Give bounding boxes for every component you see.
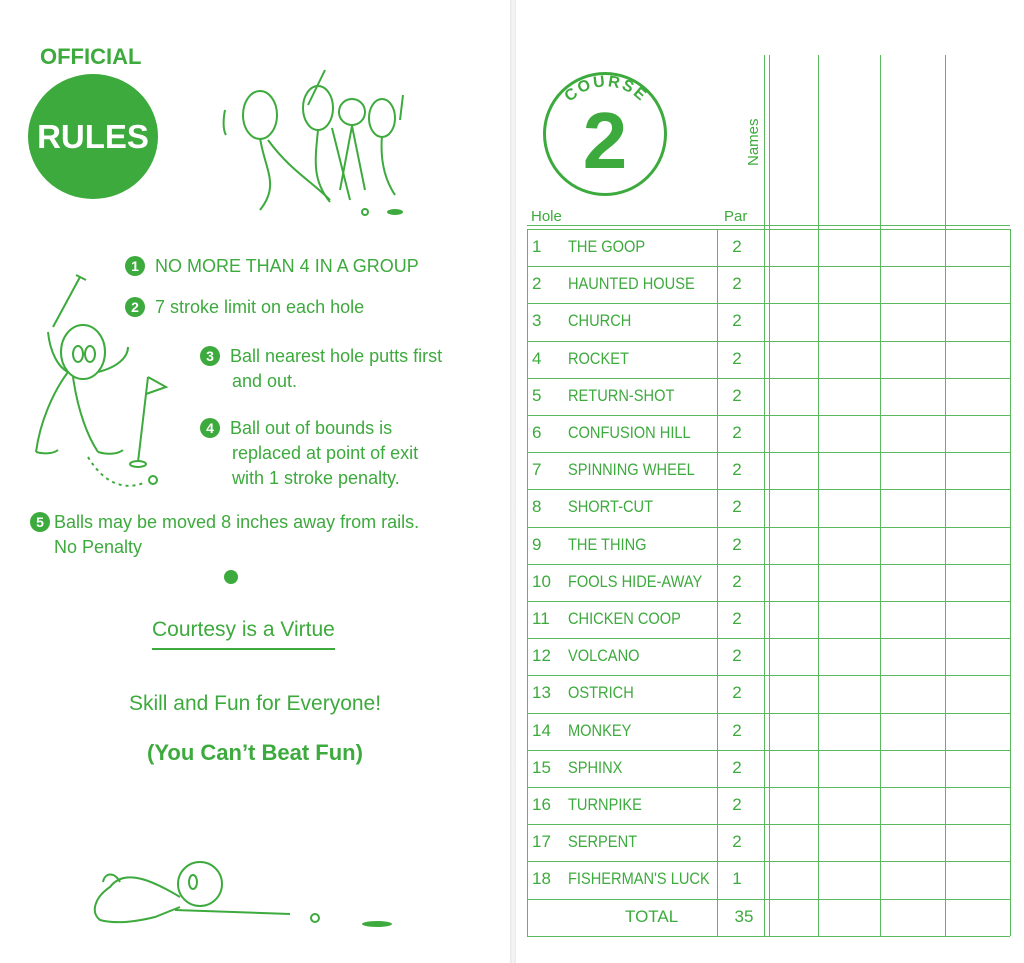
hole-number: 11 bbox=[532, 609, 550, 628]
rule-1-text: NO MORE THAN 4 IN A GROUP bbox=[155, 255, 419, 276]
total-par: 35 bbox=[734, 907, 754, 926]
separator-dot bbox=[224, 570, 238, 584]
hole-par: 2 bbox=[732, 832, 742, 851]
hole-par: 2 bbox=[732, 609, 742, 628]
rule-3 bbox=[200, 343, 442, 394]
hole-par: 2 bbox=[732, 758, 742, 777]
player-column-rule bbox=[818, 55, 819, 936]
hole-number: 17 bbox=[532, 832, 551, 851]
hole-number: 4 bbox=[532, 349, 542, 368]
hole-par: 1 bbox=[732, 869, 742, 888]
course-word: COURSE bbox=[561, 73, 651, 106]
rule-number-3: 3 bbox=[200, 346, 220, 366]
skill-slogan: Skill and Fun for Everyone! bbox=[128, 692, 382, 715]
hole-par: 2 bbox=[732, 274, 742, 293]
rule-4-line-1: Ball out of bounds is bbox=[230, 417, 393, 438]
rule-number-4: 4 bbox=[200, 418, 220, 438]
hole-par: 2 bbox=[732, 423, 742, 442]
hole-par: 2 bbox=[732, 535, 742, 554]
hole-name: OSTRICH bbox=[568, 683, 634, 702]
hole-par: 2 bbox=[732, 497, 742, 516]
hole-number: 12 bbox=[532, 646, 551, 665]
par-column-header: Par bbox=[724, 208, 748, 225]
hole-name: THE GOOP bbox=[568, 237, 646, 256]
hole-number: 6 bbox=[532, 423, 542, 442]
hole-name: THE THING bbox=[568, 535, 647, 554]
hole-name: HAUNTED HOUSE bbox=[568, 274, 695, 293]
rule-5-line-1: Balls may be moved 8 inches away from rails. bbox=[54, 511, 420, 532]
hole-number: 18 bbox=[532, 869, 551, 888]
column-rule bbox=[717, 229, 718, 936]
player-column-rule bbox=[945, 55, 946, 936]
course-number: 2 bbox=[582, 96, 628, 185]
courtesy-slogan: Courtesy is a Virtue bbox=[152, 618, 335, 650]
column-rule bbox=[1010, 229, 1011, 936]
putting-golfer-illustration bbox=[85, 852, 405, 932]
hole-par: 2 bbox=[732, 386, 742, 405]
rules-badge bbox=[28, 74, 158, 199]
rule-5-line-2: No Penalty bbox=[54, 536, 143, 557]
hole-number: 2 bbox=[532, 274, 542, 293]
hole-name: CHURCH bbox=[568, 311, 632, 330]
rule-1 bbox=[125, 253, 419, 279]
rule-5 bbox=[30, 509, 419, 560]
rule-number-5: 5 bbox=[30, 512, 50, 532]
hole-number: 14 bbox=[532, 721, 551, 740]
hole-number: 5 bbox=[532, 386, 542, 405]
row-rule bbox=[527, 936, 1010, 937]
rule-2-text: 7 stroke limit on each hole bbox=[155, 296, 365, 317]
hole-number: 9 bbox=[532, 535, 542, 554]
hole-name: CHICKEN COOP bbox=[568, 609, 681, 628]
hole-name: FISHERMAN'S LUCK bbox=[568, 869, 710, 888]
total-label: TOTAL bbox=[625, 907, 679, 926]
rule-2 bbox=[125, 294, 364, 320]
rule-3-line-1: Ball nearest hole putts first bbox=[230, 345, 443, 366]
hole-number: 8 bbox=[532, 497, 542, 516]
hole-par: 2 bbox=[732, 311, 742, 330]
hole-number: 7 bbox=[532, 460, 542, 479]
rule-3-line-2: and out. bbox=[232, 370, 298, 391]
rule-4 bbox=[200, 415, 418, 491]
player-column-rule bbox=[764, 55, 765, 936]
hole-name: RETURN-SHOT bbox=[568, 386, 675, 405]
rule-number-1: 1 bbox=[125, 256, 145, 276]
rule-number-2: 2 bbox=[125, 297, 145, 317]
beat-fun-slogan: (You Can’t Beat Fun) bbox=[147, 740, 363, 765]
hole-par: 2 bbox=[732, 721, 742, 740]
hole-column-header: Hole bbox=[531, 208, 562, 225]
hole-number: 10 bbox=[532, 572, 551, 591]
hole-number: 1 bbox=[532, 237, 542, 256]
hole-number: 16 bbox=[532, 795, 551, 814]
ghost-group-illustration bbox=[220, 70, 420, 220]
rule-4-line-2: replaced at point of exit bbox=[232, 442, 419, 463]
hole-number: 13 bbox=[532, 683, 551, 702]
hole-name: SHORT-CUT bbox=[568, 497, 654, 516]
player-column-rule bbox=[769, 55, 770, 936]
hole-name: FOOLS HIDE-AWAY bbox=[568, 572, 703, 591]
hole-name: CONFUSION HILL bbox=[568, 423, 691, 442]
player-column-rule bbox=[880, 55, 881, 936]
hole-name: SERPENT bbox=[568, 832, 638, 851]
hole-name: SPHINX bbox=[568, 758, 623, 777]
hole-par: 2 bbox=[732, 646, 742, 665]
hole-number: 15 bbox=[532, 758, 551, 777]
names-column-header: Names bbox=[745, 118, 762, 166]
hole-par: 2 bbox=[732, 460, 742, 479]
hole-number: 3 bbox=[532, 311, 542, 330]
hole-name: MONKEY bbox=[568, 721, 632, 740]
hole-name: SPINNING WHEEL bbox=[568, 460, 695, 479]
column-rule bbox=[527, 229, 528, 936]
rules-badge-label: RULES bbox=[37, 117, 149, 155]
hole-name: VOLCANO bbox=[568, 646, 640, 665]
hole-par: 2 bbox=[732, 349, 742, 368]
rule-4-line-3: with 1 stroke penalty. bbox=[232, 467, 400, 488]
hole-name: ROCKET bbox=[568, 349, 629, 368]
hole-par: 2 bbox=[732, 237, 742, 256]
hole-par: 2 bbox=[732, 795, 742, 814]
hole-par: 2 bbox=[732, 683, 742, 702]
hole-par: 2 bbox=[732, 572, 742, 591]
hole-name: TURNPIKE bbox=[568, 795, 642, 814]
official-label: OFFICIAL bbox=[40, 44, 142, 69]
